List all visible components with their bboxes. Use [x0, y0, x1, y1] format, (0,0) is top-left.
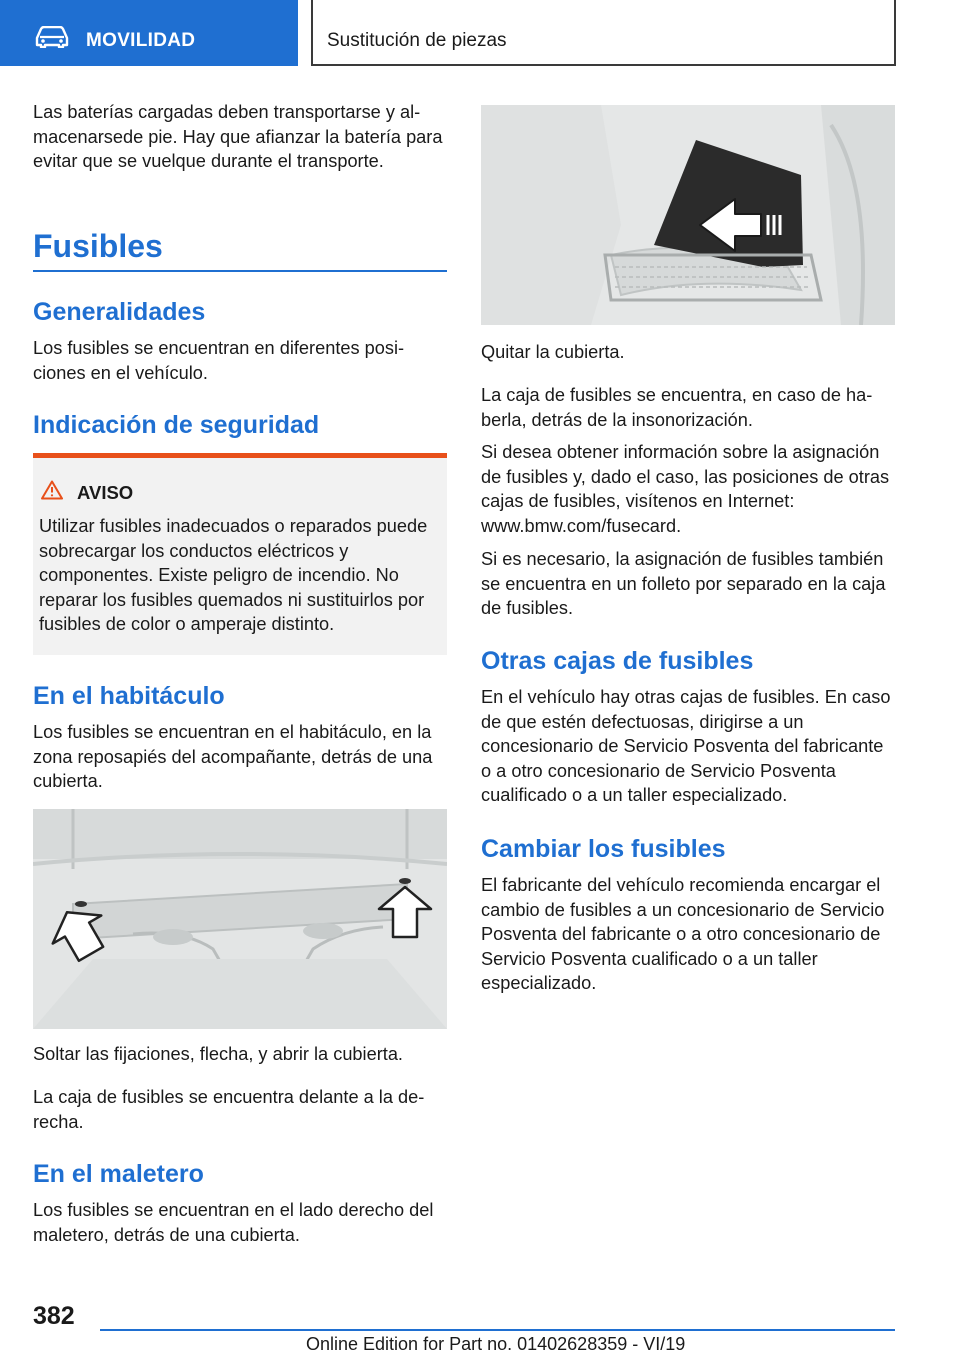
- car-icon: [34, 26, 70, 48]
- intro-paragraph: Las baterías cargadas deben transportarse y almacenarsede pie. Hay que afianzar la batería para evitar que se vuelque durante el transporte.: [33, 102, 443, 172]
- front-right-paragraph: La caja de fusibles se encuentra delante a la derecha.: [33, 1087, 425, 1132]
- footwell-illustration: [33, 809, 447, 1029]
- heading-change-fuses: Cambiar los fusibles: [481, 835, 726, 863]
- warning-icon: [41, 480, 63, 500]
- general-paragraph: Los fusibles se encuentran en diferentes posiciones en el vehículo.: [33, 338, 405, 383]
- change-fuses-paragraph: El fabricante del vehículo recomienda encargar el cambio de fusibles a un concesionario de Servicio Posventa del fabricante o a otro concesionario de Servicio Posventa cualificado o a un taller especializado.: [481, 875, 885, 994]
- caption-trunk: Quitar la cubierta.: [481, 342, 625, 362]
- heading-other-boxes: Otras cajas de fusibles: [481, 647, 754, 675]
- title-rule: [33, 270, 447, 272]
- trunk-paragraph: Los fusibles se encuentran en el lado derecho del maletero, detrás de una cubierta.: [33, 1200, 434, 1245]
- cabin-paragraph: Los fusibles se encuentran en el habitáculo, en la zona reposapiés del acompañante, detrás de una cubierta.: [33, 722, 433, 792]
- heading-safety: Indicación de seguridad: [33, 411, 320, 439]
- right-paragraph-1: La caja de fusibles se encuentra, en caso de haberla, detrás de la insonorización.: [481, 385, 873, 430]
- heading-trunk: En el maletero: [33, 1160, 204, 1188]
- trunk-fuse-photo: [481, 105, 895, 325]
- chapter-box: [311, 0, 896, 66]
- page-title: Fusibles: [33, 228, 163, 264]
- caption-cabin: Soltar las fijaciones, flecha, y abrir la cubierta.: [33, 1044, 403, 1064]
- right-paragraph-2: Si desea obtener información sobre la asignación de fusibles y, dado el caso, las posiciones de otras cajas de fusibles, visítenos en Internet: www.bmw.com/fusecard.: [481, 442, 890, 536]
- footer-rule: [100, 1329, 895, 1331]
- edition-note: Online Edition for Part no. 01402628359 - VI/19: [306, 1334, 686, 1354]
- right-paragraph-3: Si es necesario, la asignación de fusibles también se encuentra en un folleto por separado en la caja de fusibles.: [481, 549, 886, 619]
- warning-box: [33, 453, 447, 655]
- warning-text: Utilizar fusibles inadecuados o reparados puede sobrecargar los conductos eléctricos y componentes. Existe peligro de incendio. No reparar los fusibles quemados ni sustituirlos por fusibles de color o amperaje distinto.: [39, 516, 428, 635]
- trunk-illustration: [481, 105, 895, 325]
- other-boxes-paragraph: En el vehículo hay otras cajas de fusibles. En caso de que estén defectuosas, dirigirse a un concesionario de Servicio Posventa del fabricante o a otro concesionario de Servicio Posventa cualificado o a un taller especializado.: [481, 687, 891, 806]
- heading-general: Generalidades: [33, 298, 206, 326]
- chapter-label: Sustitución de piezas: [327, 30, 507, 51]
- heading-cabin: En el habitáculo: [33, 682, 225, 710]
- warning-title: AVISO: [77, 482, 134, 503]
- section-tab: [0, 0, 298, 66]
- page-number: 382: [33, 1302, 75, 1330]
- cabin-fuse-photo: [33, 809, 447, 1029]
- section-label: MOVILIDAD: [86, 30, 196, 51]
